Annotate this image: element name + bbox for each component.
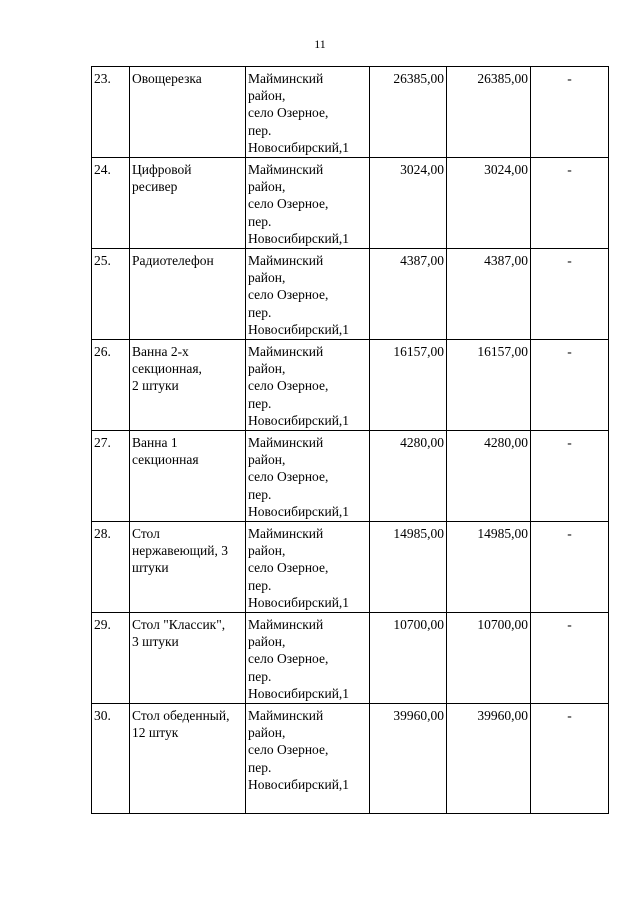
address-line: пер. [248,395,272,411]
address-cell [246,249,370,340]
value3-cell: - [531,704,609,814]
item-name-line: штуки [132,560,169,576]
address-line: Новосибирский,1 [248,503,350,519]
address-line: район, [248,725,286,741]
table-row [92,158,609,249]
item-name-line: секционная [132,452,199,468]
table-row [92,522,609,613]
table-row [92,67,609,158]
table-row [92,704,609,814]
item-name-cell [130,613,246,704]
address-line: село Озерное, [248,378,329,394]
address-line: Майминский [248,617,324,632]
row-number-cell: 29. [92,613,130,704]
address-line: Майминский [248,71,324,86]
item-name-line: 3 штуки [132,634,179,650]
table-row [92,249,609,340]
address-line: район, [248,361,286,377]
row-number-cell: 24. [92,158,130,249]
table-row [92,613,609,704]
address-line: Майминский [248,344,324,359]
item-name-line: Стол обеденный, [132,708,230,723]
address-line: район, [248,634,286,650]
address-line: Новосибирский,1 [248,412,350,428]
address-cell [246,431,370,522]
item-name-cell [130,522,246,613]
item-name-line: Радиотелефон [132,253,214,268]
address-line: село Озерное, [248,560,329,576]
address-line: Новосибирский,1 [248,321,350,337]
address-line: пер. [248,304,272,320]
value3-cell: - [531,613,609,704]
item-name-line: Овощерезка [132,71,202,86]
row-number-cell: 30. [92,704,130,814]
address-line: район, [248,543,286,559]
item-name-cell [130,340,246,431]
item-name-line: 12 штук [132,725,179,741]
address-line: пер. [248,759,272,775]
address-cell [246,158,370,249]
item-name-line: ресивер [132,179,178,195]
value3-cell: - [531,522,609,613]
address-line: пер. [248,213,272,229]
value3-cell: - [531,158,609,249]
item-name-line: Ванна 1 [132,435,178,450]
value1-cell: 10700,00 [370,613,447,704]
value1-cell: 3024,00 [370,158,447,249]
address-line: район, [248,452,286,468]
inventory-table [91,66,609,814]
address-cell [246,340,370,431]
value2-cell: 4387,00 [447,249,531,340]
address-line: село Озерное, [248,651,329,667]
address-cell [246,613,370,704]
row-number-cell: 27. [92,431,130,522]
item-name-line: Стол "Классик", [132,617,226,632]
address-line: Новосибирский,1 [248,139,350,155]
value3-cell: - [531,249,609,340]
item-name-cell [130,249,246,340]
table-row [92,340,609,431]
address-line: село Озерное, [248,469,329,485]
item-name-line: секционная, [132,361,202,377]
item-name-cell [130,67,246,158]
item-name-line: нержавеющий, 3 [132,543,229,559]
item-name-line: Цифровой [132,162,192,177]
row-number-cell: 26. [92,340,130,431]
address-line: Новосибирский,1 [248,230,350,246]
address-line: Майминский [248,708,324,723]
address-line: пер. [248,486,272,502]
address-cell [246,522,370,613]
value2-cell: 39960,00 [447,704,531,814]
value2-cell: 10700,00 [447,613,531,704]
value1-cell: 4387,00 [370,249,447,340]
item-name-line: Ванна 2-х [132,344,189,359]
row-number-cell: 25. [92,249,130,340]
address-line: Новосибирский,1 [248,685,350,701]
value2-cell: 14985,00 [447,522,531,613]
address-line: Майминский [248,435,324,450]
item-name-cell [130,158,246,249]
value1-cell: 4280,00 [370,431,447,522]
value2-cell: 16157,00 [447,340,531,431]
value2-cell: 4280,00 [447,431,531,522]
item-name-line: Стол [132,526,160,541]
address-line: село Озерное, [248,105,329,121]
address-line: Майминский [248,526,324,541]
value1-cell: 14985,00 [370,522,447,613]
address-line: Новосибирский,1 [248,594,350,610]
address-line: пер. [248,122,272,138]
value1-cell: 16157,00 [370,340,447,431]
address-line: район, [248,179,286,195]
value3-cell: - [531,67,609,158]
address-line: район, [248,88,286,104]
address-cell [246,67,370,158]
address-line: Майминский [248,162,324,177]
address-line: село Озерное, [248,196,329,212]
value1-cell: 39960,00 [370,704,447,814]
item-name-line: 2 штуки [132,378,179,394]
table-row [92,431,609,522]
address-line: Майминский [248,253,324,268]
value2-cell: 3024,00 [447,158,531,249]
value3-cell: - [531,431,609,522]
value3-cell: - [531,340,609,431]
inventory-table-body [92,67,609,814]
value2-cell: 26385,00 [447,67,531,158]
page-number: 11 [314,37,326,51]
item-name-cell [130,704,246,814]
address-cell [246,704,370,814]
address-line: пер. [248,668,272,684]
address-line: село Озерное, [248,287,329,303]
address-line: Новосибирский,1 [248,776,350,792]
address-line: пер. [248,577,272,593]
item-name-cell [130,431,246,522]
address-line: село Озерное, [248,742,329,758]
address-line: район, [248,270,286,286]
row-number-cell: 28. [92,522,130,613]
value1-cell: 26385,00 [370,67,447,158]
row-number-cell: 23. [92,67,130,158]
